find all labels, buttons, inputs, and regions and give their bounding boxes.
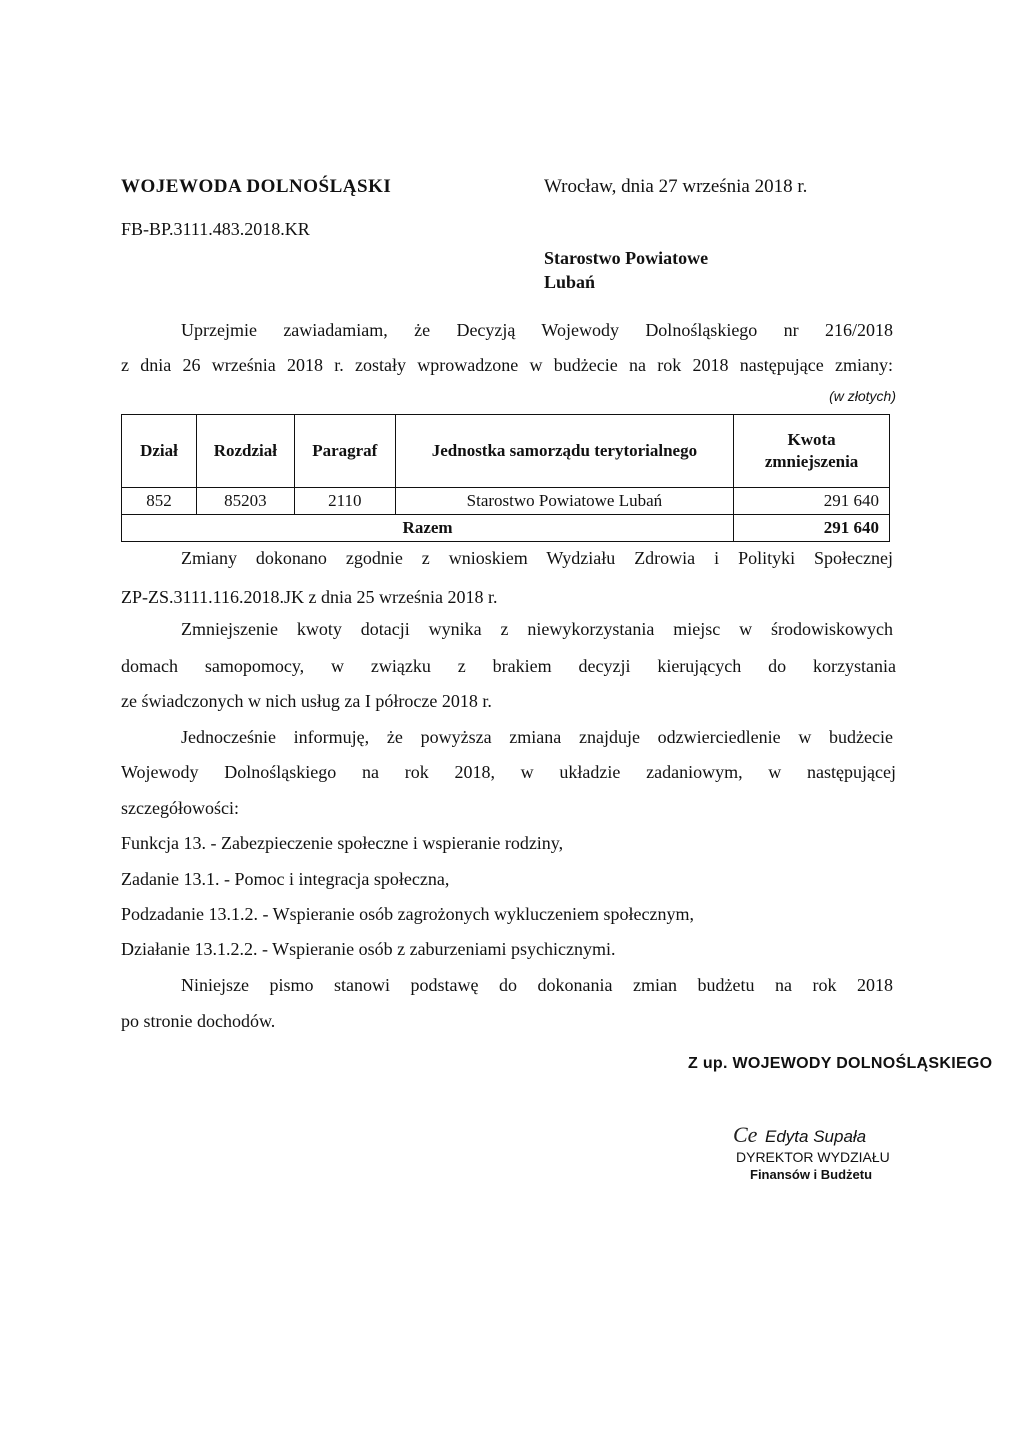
header-kwota-line-2: zmniejszenia: [764, 452, 859, 471]
p3-line-1: Jednocześnie informuję, że powyższa zmiana znajduje odzwierciedlenie w budżecie: [181, 727, 893, 747]
p4-line-1: Niniejsze pismo stanowi podstawę do dokonania zmian budżetu na rok 2018: [181, 975, 893, 995]
cell-paragraf: 2110: [294, 488, 395, 515]
table-header-row: [122, 415, 890, 488]
p2-line-2: domach samopomocy, w związku z brakiem decyzji kierujących do korzystania: [121, 656, 896, 676]
signature-handwritten-mark: Ce: [733, 1122, 758, 1147]
dzialanie-line: Działanie 13.1.2.2. - Wspieranie osób z zaburzeniami psychicznymi.: [121, 939, 616, 959]
recipient-line-2: Lubań: [544, 272, 596, 292]
cell-jednostka: Starostwo Powiatowe Lubań: [395, 488, 733, 515]
p1-line-2: ZP-ZS.3111.116.2018.JK z dnia 25 września 2018 r.: [121, 587, 498, 607]
header-paragraf: Paragraf: [294, 415, 395, 488]
header-kwota: [734, 415, 890, 488]
p4-line-2: po stronie dochodów.: [121, 1011, 276, 1031]
p3-line-2: Wojewody Dolnośląskiego na rok 2018, w układzie zadaniowym, w następującej: [121, 762, 896, 782]
unit-note: (w złotych): [829, 388, 896, 404]
signature-department: Finansów i Budżetu: [750, 1167, 873, 1182]
intro-line-2: z dnia 26 września 2018 r. zostały wprowadzone w budżecie na rok 2018 następujące zmiany:: [121, 355, 893, 375]
signature-name: Edyta Supała: [765, 1127, 867, 1146]
cell-rozdzial: 85203: [196, 488, 294, 515]
signature-header: Z up. WOJEWODY DOLNOŚLĄSKIEGO: [688, 1055, 993, 1072]
cell-dzial: 852: [122, 488, 197, 515]
signature-title: DYREKTOR WYDZIAŁU: [736, 1149, 890, 1165]
total-label: Razem: [122, 515, 734, 542]
header-dzial: Dział: [122, 415, 197, 488]
header-jednostka: Jednostka samorządu terytorialnego: [395, 415, 733, 488]
cell-kwota: 291 640: [734, 488, 890, 515]
intro-line-1: Uprzejmie zawiadamiam, że Decyzją Wojewody Dolnośląskiego nr 216/2018: [181, 320, 893, 340]
funkcja-line: Funkcja 13. - Zabezpieczenie społeczne i wspieranie rodziny,: [121, 833, 564, 853]
p2-line-1: Zmniejszenie kwoty dotacji wynika z niewykorzystania miejsc w środowiskowych: [181, 619, 893, 639]
total-value: 291 640: [734, 515, 890, 542]
p3-line-3: szczegółowości:: [121, 798, 239, 818]
p2-line-3: ze świadczonych w nich usług za I półrocze 2018 r.: [121, 691, 492, 711]
table-total-row: [122, 515, 890, 542]
podzadanie-line: Podzadanie 13.1.2. - Wspieranie osób zagrożonych wykluczeniem społecznym,: [121, 904, 694, 924]
recipient-line-1: Starostwo Powiatowe: [544, 248, 709, 268]
budget-table: [121, 414, 890, 542]
header-rozdzial: Rozdział: [196, 415, 294, 488]
p1-line-1: Zmiany dokonano zgodnie z wnioskiem Wydziału Zdrowia i Polityki Społecznej: [181, 548, 893, 568]
header-kwota-line-1: Kwota: [787, 430, 836, 449]
zadanie-line: Zadanie 13.1. - Pomoc i integracja społeczna,: [121, 869, 450, 889]
issuer-title: WOJEWODA DOLNOŚLĄSKI: [121, 176, 392, 197]
place-date: Wrocław, dnia 27 września 2018 r.: [544, 176, 808, 197]
table-row: [122, 488, 890, 515]
reference-number: FB-BP.3111.483.2018.KR: [121, 219, 310, 239]
